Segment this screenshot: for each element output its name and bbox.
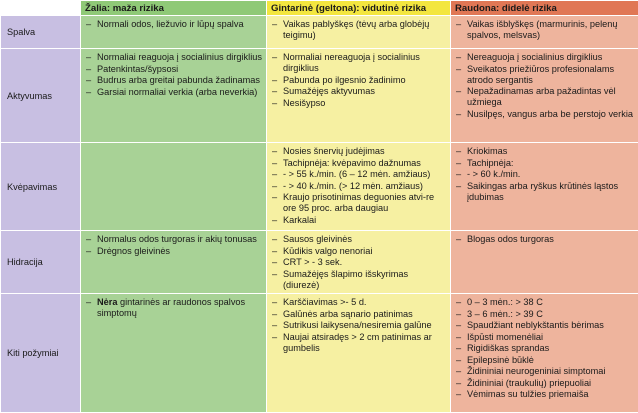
list-item: – Kriokimas: [455, 146, 634, 157]
cell-red: [451, 143, 638, 231]
row-hidracija: [1, 231, 638, 294]
header-red: Raudona: didelė rizika: [451, 1, 638, 16]
list-item: – Blogas odos turgoras: [455, 234, 634, 245]
row-kiti-pozymiai: [1, 294, 638, 413]
cell-green-empty: [81, 143, 267, 231]
list-item: – Sausos gleivinės: [271, 234, 446, 245]
bold-text: Nėra: [97, 297, 118, 307]
list-item: – Židininiai neurogeniniai simptomai: [455, 366, 634, 377]
list-item: [85, 297, 262, 319]
list-item: – 0 – 3 mėn.: > 38 C: [455, 297, 634, 308]
row-aktyvumas: [1, 49, 638, 143]
list-item: – Nepažadinamas arba pažadintas vėl užmiega: [455, 86, 634, 108]
list-item: – Židininiai (traukulių) priepuoliai: [455, 378, 634, 389]
header-green: Žalia: maža rizika: [81, 1, 267, 16]
list-item: – Normaliai nereaguoja į socialinius dirgiklius: [271, 52, 446, 74]
cell-amber: [267, 49, 451, 143]
list-item: – Galūnės arba sąnario patinimas: [271, 309, 446, 320]
list-item: – Spaudžiant neblykštantis bėrimas: [455, 320, 634, 331]
list-item: – Tachipnėja:: [455, 158, 634, 169]
list-item: – - > 60 k./min.: [455, 169, 634, 180]
list-item: – Vėmimas su tulžies priemaiša: [455, 389, 634, 400]
header-row: [1, 1, 638, 16]
list-item: – Tachipnėja: kvėpavimo dažnumas: [271, 158, 446, 169]
list-item: – Nesišypso: [271, 98, 446, 109]
list-item: – Sumažėjęs aktyvumas: [271, 86, 446, 97]
list-item: – Garsiai normaliai verkia (arba neverkia): [85, 87, 262, 98]
cell-red: [451, 231, 638, 294]
list-item: – Nusilpęs, vangus arba be perstojo verkia: [455, 109, 634, 120]
list-item: – - > 55 k./min. (6 – 12 mėn. amžiaus): [271, 169, 446, 180]
list-item: – Nosies šnervių judėjimas: [271, 146, 446, 157]
row-label: Hidracija: [1, 231, 81, 294]
list-item: – Kūdikis valgo nenoriai: [271, 246, 446, 257]
cell-amber: [267, 16, 451, 49]
list-item: – Vaikas pablyškęs (tėvų arba globėjų teigimu): [271, 19, 446, 41]
row-label: Spalva: [1, 16, 81, 49]
cell-red: [451, 294, 638, 413]
row-kvepavimas: [1, 143, 638, 231]
list-item: – Epilepsinė būklė: [455, 355, 634, 366]
list-item: – Išpūsti momenėliai: [455, 332, 634, 343]
list-item: – Nereaguoja į socialinius dirgiklius: [455, 52, 634, 63]
list-item: – - > 40 k./min. (> 12 mėn. amžiaus): [271, 181, 446, 192]
row-label: Kiti požymiai: [1, 294, 81, 413]
cell-green: [81, 294, 267, 413]
list-item: – Vaikas išblyškęs (marmurinis, pelenų spalvos, melsvas): [455, 19, 634, 41]
list-item: – Rigidiškas sprandas: [455, 343, 634, 354]
list-item: – 3 – 6 mėn.: > 39 C: [455, 309, 634, 320]
cell-green: [81, 16, 267, 49]
list-item: – Normalus odos turgoras ir akių tonusas: [85, 234, 262, 245]
cell-amber: [267, 143, 451, 231]
list-item: – Budrus arba greitai pabunda žadinamas: [85, 75, 262, 86]
header-corner: [1, 1, 81, 16]
list-item: – Kraujo prisotinimas deguonies atvi-re ore 95 proc. arba daugiau: [271, 192, 446, 214]
cell-red: [451, 16, 638, 49]
list-item: – Normaliai reaguoja į socialinius dirgiklius: [85, 52, 262, 63]
item-text: gintarinės ar raudonos spalvos simptomų: [97, 297, 246, 318]
list-item: – Karkalai: [271, 215, 446, 226]
header-amber: Gintarinė (geltona): vidutinė rizika: [267, 1, 451, 16]
list-item: – Sutrikusi laikysena/nesiremia galūne: [271, 320, 446, 331]
list-item: – Normali odos, liežuvio ir lūpų spalva: [85, 19, 262, 30]
row-label: Kvėpavimas: [1, 143, 81, 231]
cell-red: [451, 49, 638, 143]
list-item: – Patenkintas/šypsosi: [85, 64, 262, 75]
cell-green: [81, 231, 267, 294]
row-label: Aktyvumas: [1, 49, 81, 143]
list-item: – Pabunda po ilgesnio žadinimo: [271, 75, 446, 86]
cell-green: [81, 49, 267, 143]
cell-amber: [267, 231, 451, 294]
list-item: – Drėgnos gleivinės: [85, 246, 262, 257]
list-item: – Saikingas arba ryškus krūtinės ląstos įdubimas: [455, 181, 634, 203]
row-spalva: [1, 16, 638, 49]
cell-amber: [267, 294, 451, 413]
list-item: – Sumažėjęs šlapimo išskyrimas (diurezė): [271, 269, 446, 291]
list-item: – Karščiavimas >- 5 d.: [271, 297, 446, 308]
list-item: – Sveikatos priežiūros profesionalams atrodo sergantis: [455, 64, 634, 86]
list-item: – Naujai atsiradęs > 2 cm patinimas ar gumbelis: [271, 332, 446, 354]
list-item: – CRT > - 3 sek.: [271, 257, 446, 268]
